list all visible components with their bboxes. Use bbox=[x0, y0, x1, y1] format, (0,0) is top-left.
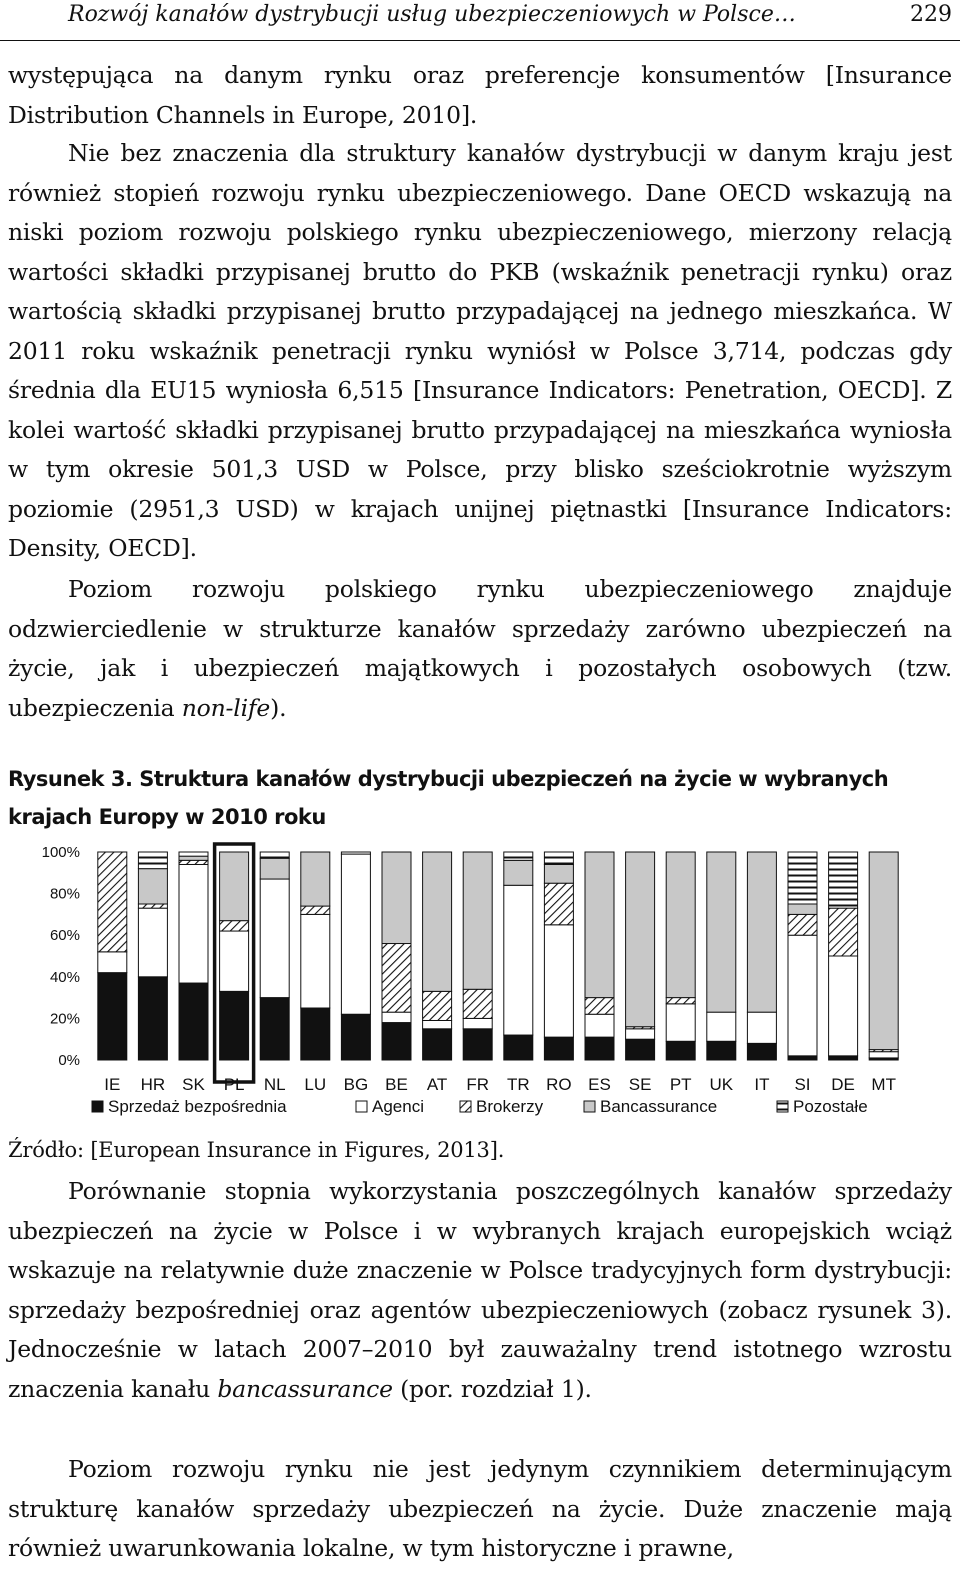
bar-segment-ie-diagonal bbox=[98, 852, 127, 952]
bar-segment-mt-white bbox=[869, 1052, 898, 1058]
bar-segment-tr-horizontal bbox=[504, 852, 533, 860]
running-title: Rozwój kanałów dystrybucji usług ubezpieczeniowych w Polsce… bbox=[68, 2, 796, 27]
bar-segment-pt-solid bbox=[666, 1041, 695, 1060]
page-number: 229 bbox=[910, 2, 952, 27]
x-tick-label-de: DE bbox=[831, 1075, 855, 1094]
bar-segment-be-diagonal bbox=[382, 944, 411, 1013]
bar-segment-se-white bbox=[626, 1029, 655, 1039]
paragraph-3 bbox=[8, 570, 952, 728]
bar-segment-at-solid bbox=[423, 1029, 452, 1060]
x-tick-label-fr: FR bbox=[466, 1075, 490, 1094]
y-tick-label: 40% bbox=[49, 968, 80, 986]
bar-segment-si-gray bbox=[788, 904, 817, 914]
x-tick-label-ro: RO bbox=[546, 1075, 572, 1094]
bar-segment-tr-gray bbox=[504, 860, 533, 885]
bar-segment-ie-solid bbox=[98, 973, 127, 1060]
bar-segment-sk-diagonal bbox=[179, 860, 208, 864]
bar-segment-si-solid bbox=[788, 1056, 817, 1060]
paragraph-4 bbox=[8, 1172, 952, 1409]
bar-segment-at-diagonal bbox=[423, 991, 452, 1020]
bar-segment-at-gray bbox=[423, 852, 452, 991]
x-tick-label-ie: IE bbox=[104, 1075, 121, 1094]
bar-segment-ro-gray bbox=[544, 864, 573, 883]
legend-label-solid: Sprzedaż bezpośrednia bbox=[108, 1097, 287, 1116]
x-tick-label-it: IT bbox=[754, 1075, 770, 1094]
bar-segment-lu-white bbox=[301, 914, 330, 1008]
figure-caption: Rysunek 3. Struktura kanałów dystrybucji ubezpieczeń na życie w wybranych krajach Europy w 2010 roku bbox=[8, 767, 889, 829]
bar-segment-ro-white bbox=[544, 925, 573, 1037]
y-tick-label: 0% bbox=[58, 1052, 80, 1069]
y-tick-label: 20% bbox=[49, 1010, 80, 1028]
paragraph-4-end: (por. rozdział 1). bbox=[392, 1374, 592, 1403]
legend-label-diagonal: Brokerzy bbox=[476, 1097, 544, 1116]
bar-segment-sk-horizontal bbox=[179, 852, 208, 856]
bar-segment-de-solid bbox=[829, 1056, 858, 1060]
bar-segment-sk-gray bbox=[179, 856, 208, 860]
y-tick-label: 60% bbox=[49, 927, 80, 945]
bar-segment-es-white bbox=[585, 1014, 614, 1037]
bar-segment-nl-horizontal bbox=[260, 852, 289, 858]
legend-swatch-white bbox=[356, 1101, 367, 1112]
bar-segment-hr-gray bbox=[138, 869, 167, 904]
bar-segment-uk-gray bbox=[707, 852, 736, 1012]
bar-segment-hr-diagonal bbox=[138, 904, 167, 908]
bar-segment-uk-solid bbox=[707, 1041, 736, 1060]
paragraph-3-italic: non-life bbox=[181, 693, 271, 722]
bar-segment-lu-diagonal bbox=[301, 906, 330, 914]
x-tick-label-mt: MT bbox=[871, 1075, 896, 1094]
bar-segment-es-solid bbox=[585, 1037, 614, 1060]
paragraph-3-text: Poziom rozwoju polskiego rynku ubezpieczeniowego znajduje odzwierciedlenie w strukturze kanałów sprzedaży zarówno ubezpieczeń na życie, jak i ubezpieczeń majątkowych i pozostałych osobowych (tzw. ubezpieczenia bbox=[8, 575, 952, 722]
bar-segment-si-diagonal bbox=[788, 914, 817, 935]
bar-segment-pl-white bbox=[220, 931, 249, 991]
x-tick-label-be: BE bbox=[385, 1075, 408, 1094]
bar-segment-se-gray bbox=[626, 852, 655, 1027]
bar-segment-pl-solid bbox=[220, 991, 249, 1060]
y-tick-label: 80% bbox=[49, 885, 80, 903]
x-tick-label-pt: PT bbox=[669, 1075, 692, 1094]
bar-segment-be-solid bbox=[382, 1023, 411, 1060]
bar-segment-it-white bbox=[747, 1012, 776, 1043]
legend-swatch-solid bbox=[92, 1101, 103, 1112]
stacked-bar-chart bbox=[0, 838, 960, 1138]
running-header bbox=[0, 0, 960, 41]
x-tick-label-lu: LU bbox=[304, 1075, 327, 1094]
legend-swatch-horizontal bbox=[777, 1101, 788, 1112]
bar-segment-mt-gray bbox=[869, 852, 898, 1050]
bar-segment-bg-horizontal bbox=[341, 852, 370, 854]
bar-segment-lu-solid bbox=[301, 1008, 330, 1060]
bar-segment-pt-white bbox=[666, 1004, 695, 1041]
legend-swatch-gray bbox=[584, 1101, 595, 1112]
bar-segment-be-gray bbox=[382, 852, 411, 944]
bar-segment-si-white bbox=[788, 935, 817, 1056]
bar-segment-ie-white bbox=[98, 952, 127, 973]
bar-segment-fr-solid bbox=[463, 1029, 492, 1060]
bar-segment-ro-solid bbox=[544, 1037, 573, 1060]
y-tick-label: 100% bbox=[41, 844, 80, 861]
paragraph-1: występująca na danym rynku oraz preferencje konsumentów [Insurance Distribution Channels in Europe, 2010]. bbox=[8, 61, 952, 129]
bar-segment-pl-gray bbox=[220, 852, 249, 921]
bar-segment-pl-diagonal bbox=[220, 921, 249, 931]
bar-segment-bg-white bbox=[341, 854, 370, 1014]
paragraph-3-end: ). bbox=[270, 693, 287, 722]
legend-label-horizontal: Pozostałe bbox=[793, 1097, 868, 1116]
bar-segment-ro-diagonal bbox=[544, 883, 573, 925]
bar-segment-nl-solid bbox=[260, 998, 289, 1060]
bar-segment-it-gray bbox=[747, 852, 776, 1012]
bar-segment-be-white bbox=[382, 1012, 411, 1022]
x-tick-label-hr: HR bbox=[140, 1075, 166, 1094]
legend-label-white: Agenci bbox=[372, 1097, 424, 1116]
bar-segment-fr-diagonal bbox=[463, 989, 492, 1018]
x-tick-label-sk: SK bbox=[182, 1075, 205, 1094]
x-tick-label-nl: NL bbox=[263, 1075, 286, 1094]
x-tick-label-at: AT bbox=[426, 1075, 448, 1094]
bar-segment-nl-white bbox=[260, 879, 289, 998]
bar-segment-tr-solid bbox=[504, 1035, 533, 1060]
bar-segment-de-diagonal bbox=[829, 908, 858, 956]
x-tick-label-bg: BG bbox=[343, 1075, 369, 1094]
paragraph-2: Nie bez znaczenia dla struktury kanałów dystrybucji w danym kraju jest również stopień rozwoju rynku ubezpieczeniowego. Dane OECD wskazują na niski poziom rozwoju polskiego rynku ubezpieczeniowego, mierzony relacją wartości składki przypisanej brutto do PKB (wskaźnik penetracji rynku) oraz wartością składki przypisanej brutto przypadającej na jednego mieszkańca. W 2011 roku wskaźnik penetracji rynku wyniósł w Polsce 3,714, podczas gdy średnia dla EU15 wyniosła 6,515 [Insurance Indicators: Penetration, OECD]. Z kolei wartość składki przypisanej brutto przypadającej na mieszkańca wyniosła w tym okresie 501,3 USD w Polsce, przy blisko sześciokrotnie wyższym poziomie (2951,3 USD) w krajach unijnej piętnastki [Insurance Indicators: Density, OECD]. bbox=[8, 139, 952, 562]
bar-segment-sk-solid bbox=[179, 983, 208, 1060]
paragraph-4-italic: bancassurance bbox=[217, 1374, 393, 1403]
figure-source: Źródło: [European Insurance in Figures, 2013]. bbox=[8, 1138, 505, 1162]
x-tick-label-pl: PL bbox=[223, 1075, 245, 1094]
x-tick-label-es: ES bbox=[588, 1075, 611, 1094]
bar-segment-bg-solid bbox=[341, 1014, 370, 1060]
bar-segment-nl-gray bbox=[260, 858, 289, 879]
bar-segment-ro-horizontal bbox=[544, 852, 573, 864]
bar-segment-pt-gray bbox=[666, 852, 695, 998]
bar-segment-de-horizontal bbox=[829, 852, 858, 908]
x-tick-label-uk: UK bbox=[709, 1075, 734, 1094]
bar-segment-it-solid bbox=[747, 1043, 776, 1060]
bar-segment-tr-white bbox=[504, 885, 533, 1035]
bar-segment-fr-gray bbox=[463, 852, 492, 989]
chart-svg bbox=[0, 838, 960, 1138]
bar-segment-de-white bbox=[829, 956, 858, 1056]
bar-segment-es-diagonal bbox=[585, 998, 614, 1015]
x-tick-label-si: SI bbox=[794, 1075, 811, 1094]
bar-segment-hr-horizontal bbox=[138, 852, 167, 869]
x-tick-label-tr: TR bbox=[506, 1075, 530, 1094]
legend-swatch-diagonal bbox=[460, 1101, 471, 1112]
bar-segment-hr-white bbox=[138, 908, 167, 977]
paragraph-4-text: Porównanie stopnia wykorzystania poszczególnych kanałów sprzedaży ubezpieczeń na życie w Polsce i w wybranych krajach europejskich wciąż wskazuje na relatywnie duże znaczenie w Polsce tradycyjnych form dystrybucji: sprzedaży bezpośredniej oraz agentów ubezpieczeniowych (zobacz rysunek 3). Jednocześnie w latach 2007–2010 był zauważalny trend istotnego wzrostu znaczenia kanału bbox=[8, 1177, 952, 1403]
bar-segment-lu-gray bbox=[301, 852, 330, 906]
bar-segment-pt-diagonal bbox=[666, 998, 695, 1004]
paragraph-5: Poziom rozwoju rynku nie jest jedynym czynnikiem determinującym strukturę kanałów sprzedaży ubezpieczeń na życie. Duże znaczenie mają również uwarunkowania lokalne, w tym historyczne i prawne, bbox=[8, 1455, 952, 1562]
legend-label-gray: Bancassurance bbox=[600, 1097, 718, 1116]
bar-segment-at-white bbox=[423, 1020, 452, 1028]
x-tick-label-se: SE bbox=[628, 1075, 652, 1094]
bar-segment-es-gray bbox=[585, 852, 614, 998]
bar-segment-si-horizontal bbox=[788, 852, 817, 904]
bar-segment-uk-white bbox=[707, 1012, 736, 1041]
bar-segment-se-solid bbox=[626, 1039, 655, 1060]
bar-segment-hr-solid bbox=[138, 977, 167, 1060]
bar-segment-sk-white bbox=[179, 864, 208, 983]
bar-segment-fr-white bbox=[463, 1018, 492, 1028]
